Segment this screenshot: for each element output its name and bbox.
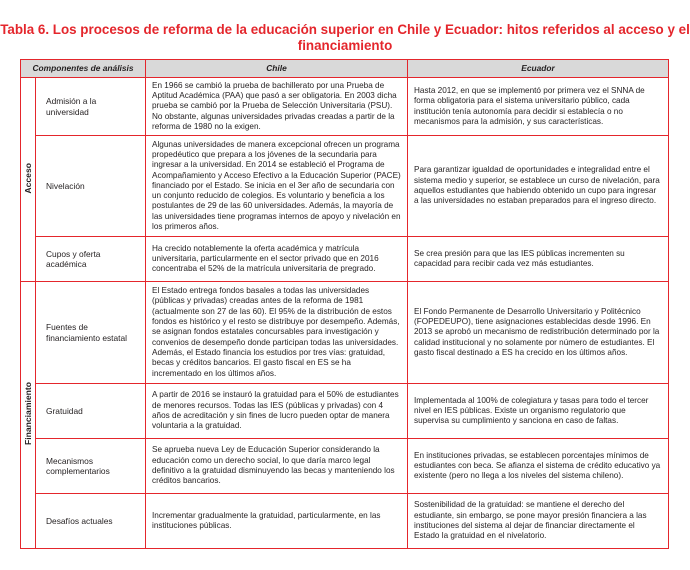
group-cell-financiamiento [21,282,36,549]
chile-cell: Algunas universidades de manera excepcional ofrecen un programa propedéutico que prepara a los jóvenes de la secundaria para ingresar a la universidad. En 2014 se estableció el Programa de Acompañamiento y Acceso Efectivo a la Educación Superior (PACE) financiado por el Estado. Se inicia en el 3er año de secundaria con un conjunto reducido de colegios. Es voluntario y beneficia a los postulantes de 29 de las 60 universidades. Además, la mayoría de las universidades tiene programas internos de apoyo y nivelación en los primeros años. [146,136,408,237]
group-label-financiamiento: Financiamiento [22,381,33,445]
chile-cell: El Estado entrega fondos basales a todas las universidades (públicas y privadas) creadas antes de la reforma de 1981 (actualmente son 27 de las 60). El 95% de la distribución de estos fondos es histórico y el resto se distribuye por desempeño. Además, se asignan fondos estatales concursables para investigación y convenios de desempeño donde participan todas las universidades. Además, el Estado financia los estudios por tres vías: gratuidad, becas y créditos bancarios. El gasto fiscal en ES se ha incrementado en los últimos años. [146,282,408,384]
chile-cell: Se aprueba nueva Ley de Educación Superior considerando la educación como un derecho social, lo que daría marco legal definitivo a la gratuidad disminuyendo las becas y manteniendo los créditos bancarios. [146,439,408,494]
ecuador-cell: Sostenibilidad de la gratuidad: se mantiene el derecho del estudiante, sin embargo, se pone mayor presión financiera a las instituciones del sistema al dejar de financiar directamente el Estado la gratuidad en el nivelatorio. [408,494,669,549]
table-row [21,282,669,384]
table-title: Tabla 6. Los procesos de reforma de la educación superior en Chile y Ecuador: hitos referidos al acceso y el financiamiento [0,22,690,53]
group-cell-acceso [21,78,36,282]
ecuador-cell: Para garantizar igualdad de oportunidades e integralidad entre el sistema medio y superior, se establece un curso de nivelación, para aquellos estudiantes que habiendo obtenido un cupo para ingresar a las universidades no estaban preparados para el ingreso directo. [408,136,669,237]
chile-cell: A partir de 2016 se instauró la gratuidad para el 50% de estudiantes de menores recursos. Todas las IES (públicas y privadas) con 4 años de acreditación y sin fines de lucro pueden optar de manera voluntaria a la gratuidad. [146,384,408,439]
chile-cell: Ha crecido notablemente la oferta académica y matrícula universitaria, particularmente en el sector privado que en 2016 concentraba el 52% de la matrícula universitaria de pregrado. [146,237,408,282]
table-row [21,384,669,439]
ecuador-cell: Hasta 2012, en que se implementó por primera vez el SNNA de forma obligatoria para el sistema universitario público, cada institución tenía autonomía para decidir si establecía o no mecanismos para la admisión, y sus características. [408,78,669,136]
table-row [21,78,669,136]
ecuador-cell: En instituciones privadas, se establecen porcentajes mínimos de estudiantes con beca. Se afianza el sistema de crédito educativo ya existente (pero no llega a los niveles del sistema chileno). [408,439,669,494]
header-componentes: Componentes de análisis [21,60,146,78]
group-label-acceso: Acceso [22,162,33,194]
ecuador-cell: El Fondo Permanente de Desarrollo Universitario y Politécnico (FOPEDEUPO), tiene asignaciones establecidas desde 1996. En 2013 se aprobó un mecanismo de redistribución determinado por la calidad institucional y no solamente por número de estudiantes. El gasto fiscal destinado a ES ha crecido en los últimos años. [408,282,669,384]
chile-cell: En 1966 se cambió la prueba de bachillerato por una Prueba de Aptitud Académica (PAA) que pasó a ser obligatoria. En 2003 dicha prueba se cambió por la Prueba de Selección Universitaria (PSU). No obstante, algunas universidades privadas creadas a partir de la reforma de 1980 no la exigen. [146,78,408,136]
table-row [21,237,669,282]
ecuador-cell: Implementada al 100% de colegiatura y tasas para todo el tercer nivel en IES públicas. Existe un organismo regulatorio que supervisa su cumplimiento y sanciona en caso de faltas. [408,384,669,439]
component-cell: Mecanismos complementarios [36,439,146,494]
component-cell: Nivelación [36,136,146,237]
component-cell: Fuentes de financiamiento estatal [36,282,146,384]
header-ecuador: Ecuador [408,60,669,78]
component-cell: Desafíos actuales [36,494,146,549]
ecuador-cell: Se crea presión para que las IES públicas incrementen su capacidad para recibir cada vez más estudiantes. [408,237,669,282]
header-row [21,60,669,78]
component-cell: Gratuidad [36,384,146,439]
header-chile: Chile [146,60,408,78]
component-cell: Admisión a la universidad [36,78,146,136]
chile-cell: Incrementar gradualmente la gratuidad, particularmente, en las instituciones públicas. [146,494,408,549]
table-row [21,494,669,549]
component-cell: Cupos y oferta académica [36,237,146,282]
table-row [21,136,669,237]
comparison-table [20,59,669,549]
table-row [21,439,669,494]
